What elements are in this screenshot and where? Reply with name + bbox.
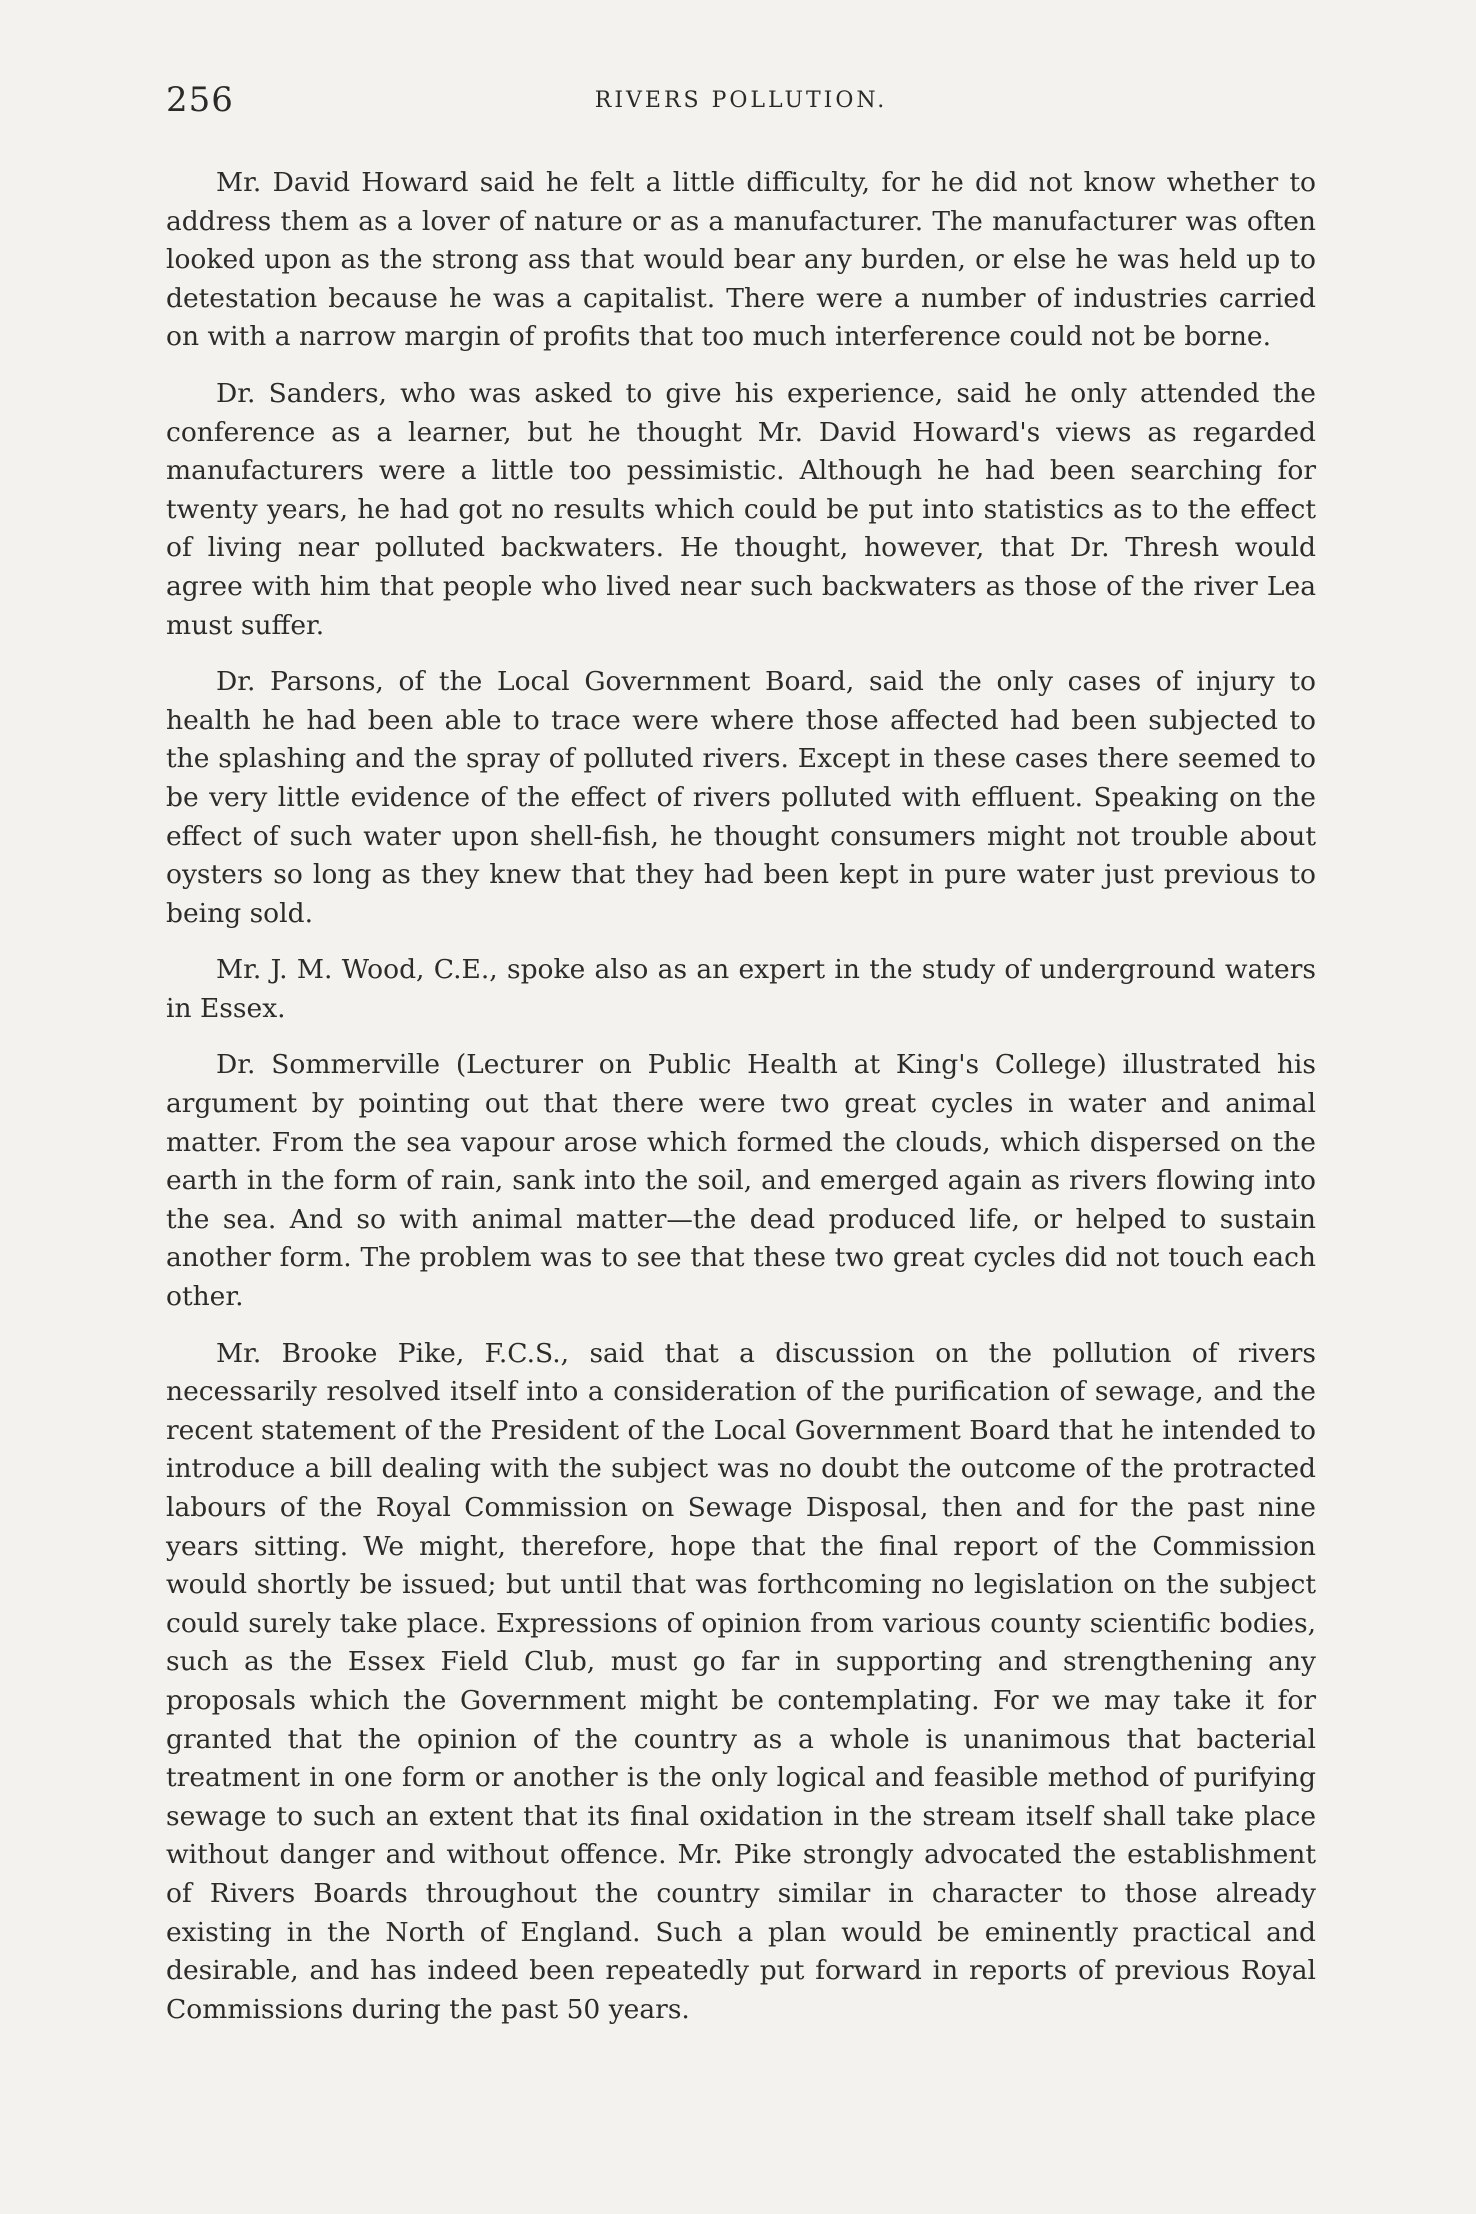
page-header: [166, 80, 1316, 120]
paragraph-wood: Mr. J. M. Wood, C.E., spoke also as an expert in the study of underground waters in Essex.: [166, 954, 1316, 1024]
running-title: RIVERS POLLUTION.: [594, 88, 888, 113]
paragraph-pike: Mr. Brooke Pike, F.C.S., said that a discussion on the pollution of rivers necessarily resolved itself into a consideration of the purification of sewage, and the recent statement of the President of the Local Government Board that he intended to introduce a bill dealing with the subject was no doubt the outcome of the protracted labours of the Royal Commission on Sewage Disposal, then and for the past nine years sitting. We might, therefore, hope that the final report of the Commission would shortly be issued; but until that was forthcoming no legislation on the subject could surely take place. Expressions of opinion from various county scientific bodies, such as the Essex Field Club, must go far in supporting and strengthening any proposals which the Government might be contemplating. For we may take it for granted that the opinion of the country as a whole is unanimous that bacterial treatment in one form or another is the only logical and feasible method of purifying sewage to such an extent that its final oxidation in the stream itself shall take place without danger and without offence. Mr. Pike strongly advocated the establishment of Rivers Boards throughout the country similar in character to those already existing in the North of England. Such a plan would be eminently practical and desirable, and has indeed been repeatedly put forward in reports of previous Royal Commissions during the past 50 years.: [166, 1337, 1316, 2025]
paragraph-sanders: Dr. Sanders, who was asked to give his experience, said he only attended the conference as a learner, but he thought Mr. David Howard's views as regarded manufacturers were a little too pessimistic. Although he had been searching for twenty years, he had got no results which could be put into statistics as to the effect of living near polluted backwaters. He thought, however, that Dr. Thresh would agree with him that people who lived near such backwaters as those of the river Lea must suffer.: [166, 377, 1316, 641]
page-number: 256: [166, 80, 234, 120]
paragraph-howard: Mr. David Howard said he felt a little difficulty, for he did not know whether to address them as a lover of nature or as a manufacturer. The manufacturer was often looked upon as the strong ass that would bear any burden, or else he was held up to detestation because he was a capitalist. There were a number of industries carried on with a narrow margin of profits that too much interference could not be borne.: [166, 167, 1316, 353]
paragraph-sommerville: Dr. Sommerville (Lecturer on Public Health at King's College) illustrated his argument by pointing out that there were two great cycles in water and animal matter. From the sea vapour arose which formed the clouds, which dispersed on the earth in the form of rain, sank into the soil, and emerged again as rivers flowing into the sea. And so with animal matter—the dead produced life, or helped to sustain another form. The problem was to see that these two great cycles did not touch each other.: [166, 1049, 1316, 1313]
paragraph-parsons: Dr. Parsons, of the Local Government Board, said the only cases of injury to health he had been able to trace were where those affected had been subjected to the splashing and the spray of polluted rivers. Except in these cases there seemed to be very little evidence of the effect of rivers polluted with effluent. Speaking on the effect of such water upon shell-fish, he thought consumers might not trouble about oysters so long as they knew that they had been kept in pure water just previous to being sold.: [166, 666, 1316, 929]
body-text: [166, 164, 1316, 2047]
